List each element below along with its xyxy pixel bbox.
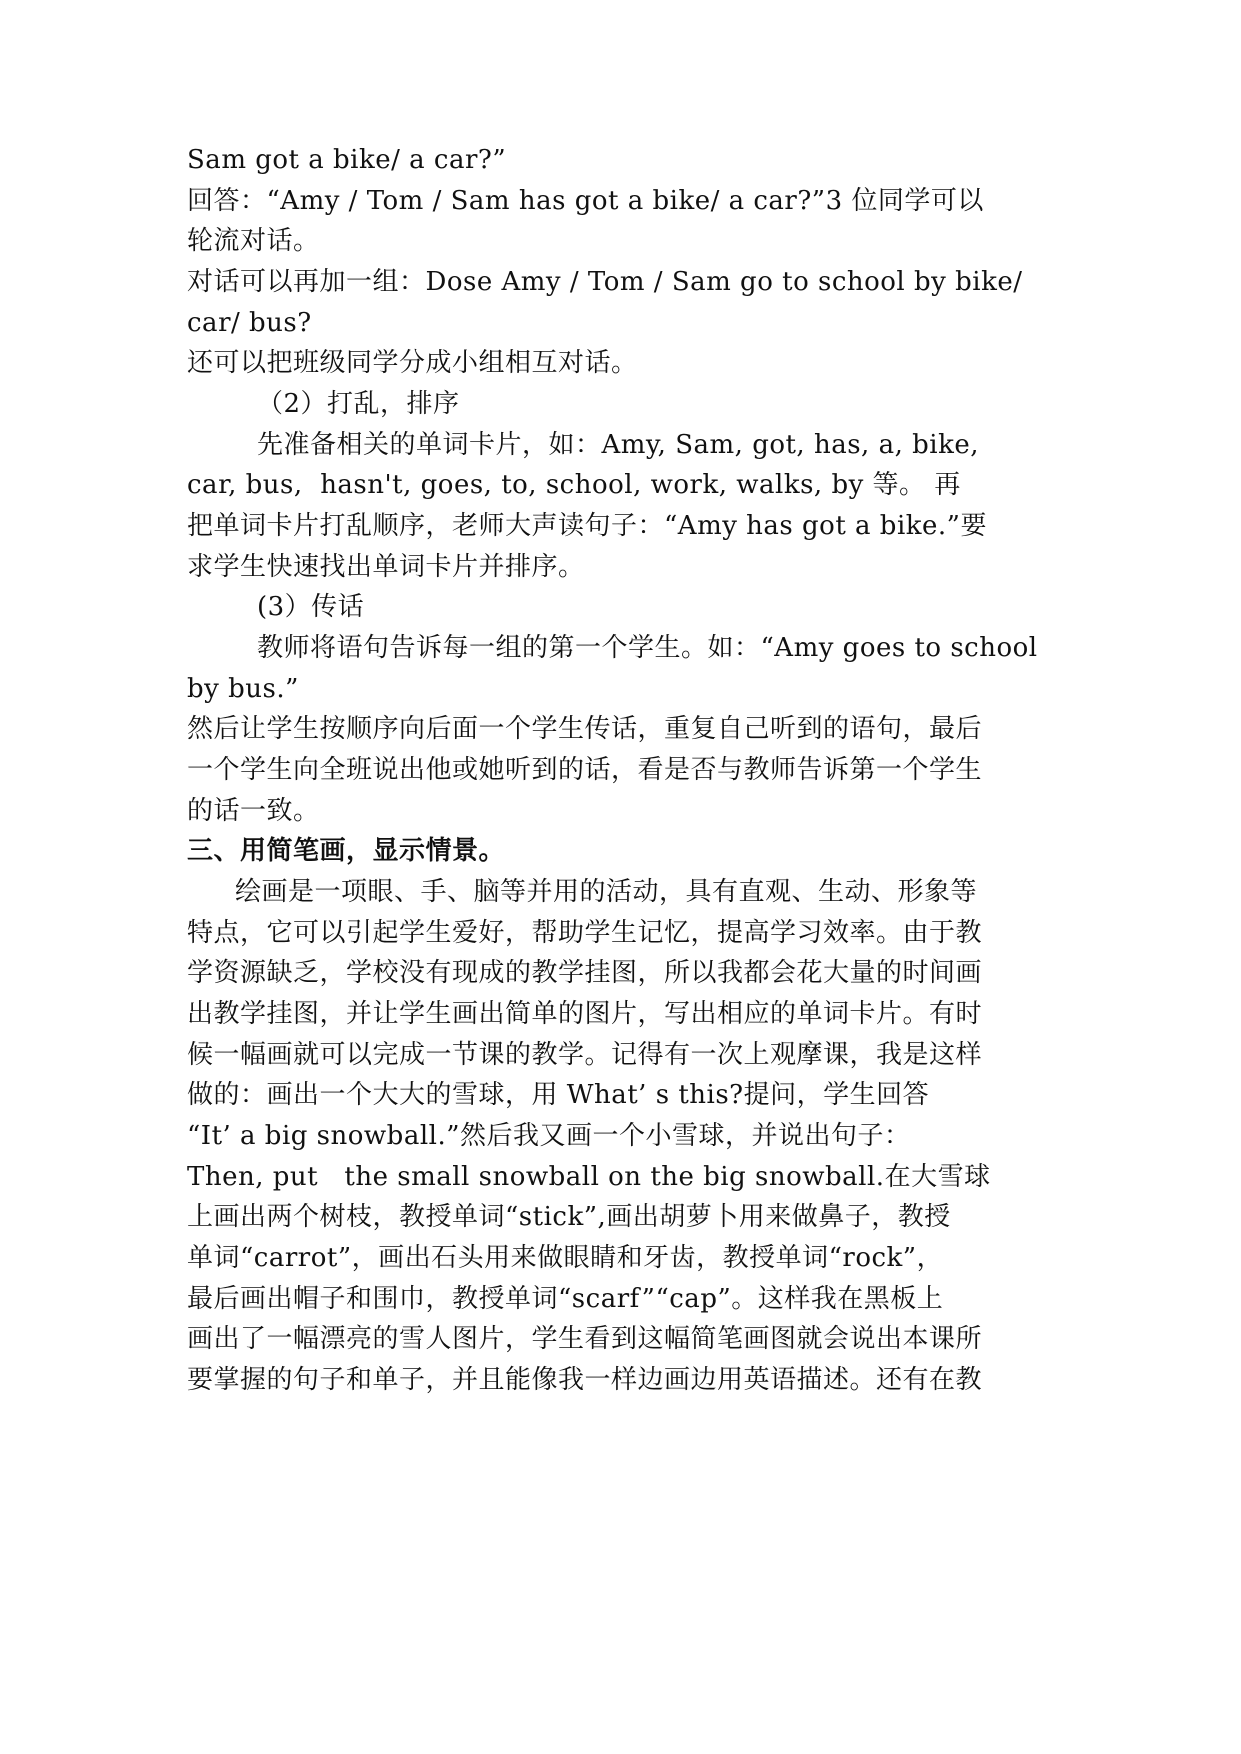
text-line: 候一幅画就可以完成一节课的教学。记得有一次上观摩课，我是这样 <box>187 1040 983 1070</box>
text-line: 单词“carrot”，画出石头用来做眼睛和牙齿，教授单词“rock”， <box>187 1243 944 1273</box>
text-line: 求学生快速找出单词卡片并排序。 <box>187 552 585 582</box>
text-line: Sam got a bike/ a car?” <box>187 145 507 175</box>
subheading: (3）传话 <box>257 592 365 622</box>
text-line: 一个学生向全班说出他或她听到的话，看是否与教师告诉第一个学生 <box>187 755 983 785</box>
text-line: 画出了一幅漂亮的雪人图片，学生看到这幅简笔画图就会说出本课所 <box>187 1324 983 1354</box>
text-line: “It’ a big snowball.”然后我又画一个小雪球，并说出句子： <box>187 1121 911 1151</box>
text-line: 最后画出帽子和围巾，教授单词“scarf”“cap”。这样我在黑板上 <box>187 1284 944 1314</box>
text-line: 轮流对话。 <box>187 226 320 256</box>
text-line: 绘画是一项眼、手、脑等并用的活动，具有直观、生动、形象等 <box>235 877 978 907</box>
subheading: （2）打乱，排序 <box>257 389 460 419</box>
text-line: 的话一致。 <box>187 796 320 826</box>
text-line: 把单词卡片打乱顺序，老师大声读句子：“Amy has got a bike.”要 <box>187 511 987 541</box>
text-line: 特点，它可以引起学生爱好，帮助学生记忆，提高学习效率。由于教 <box>187 918 983 948</box>
section-heading: 三、用简笔画，显示情景。 <box>187 836 506 866</box>
text-line: 出教学挂图，并让学生画出简单的图片，写出相应的单词卡片。有时 <box>187 999 983 1029</box>
text-line: car/ bus? <box>187 308 312 338</box>
text-line: 先准备相关的单词卡片，如：Amy, Sam, got, has, a, bike, <box>257 430 979 460</box>
text-line: car, bus, hasn't, goes, to, school, work, walks, by 等。 再 <box>187 470 961 500</box>
text-line: 然后让学生按顺序向后面一个学生传话，重复自己听到的语句，最后 <box>187 714 983 744</box>
text-line: 还可以把班级同学分成小组相互对话。 <box>187 348 638 378</box>
text-line: 学资源缺乏，学校没有现成的教学挂图，所以我都会花大量的时间画 <box>187 958 983 988</box>
text-line: 要掌握的句子和单子，并且能像我一样边画边用英语描述。还有在教 <box>187 1365 983 1395</box>
text-line: 对话可以再加一组：Dose Amy / Tom / Sam go to school by bike/ <box>187 267 1023 297</box>
text-line: 做的：画出一个大大的雪球，用 What’ s this?提问，学生回答 <box>187 1080 930 1110</box>
text-line: by bus.” <box>187 674 299 704</box>
text-line: Then, put the small snowball on the big snowball.在大雪球 <box>187 1162 991 1192</box>
text-line: 教师将语句告诉每一组的第一个学生。如：“Amy goes to school <box>257 633 1038 663</box>
text-line: 上画出两个树枝，教授单词“stick”,画出胡萝卜用来做鼻子，教授 <box>187 1202 951 1232</box>
text-line: 回答：“Amy / Tom / Sam has got a bike/ a car?”3 位同学可以 <box>187 186 984 216</box>
